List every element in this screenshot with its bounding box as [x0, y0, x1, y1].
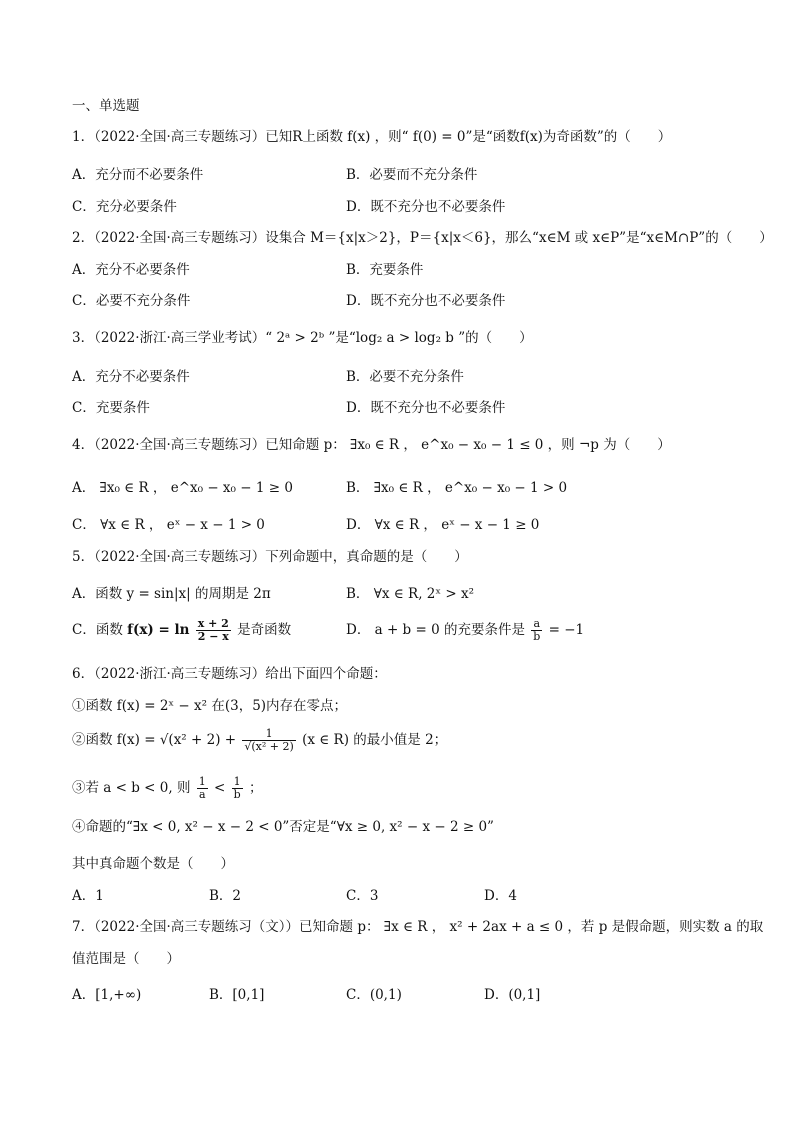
- question-7-option-b: B．[0,1]: [209, 987, 265, 1003]
- question-2-option-d: D．既不充分也不必要条件: [346, 293, 506, 309]
- fraction-denominator: b: [533, 630, 541, 643]
- statement-3-fraction-2: [232, 776, 243, 801]
- statement-1: ①函数 f(x) = 2ˣ − x² 在(3，5)内存在零点；: [72, 698, 348, 714]
- option-c-prefix: C．函数: [72, 622, 123, 638]
- statement-4: ④命题的“∃x < 0, x² − x − 2 < 0”否定是“∀x ≥ 0, x² − x − 2 ≥ 0”: [72, 819, 494, 835]
- question-2-option-c: C．必要不充分条件: [72, 293, 191, 309]
- statement-3-fraction-1: [197, 776, 208, 801]
- fraction-numerator: 1: [242, 728, 295, 741]
- statement-2-prefix: ②函数 f(x) = √(x² + 2) +: [72, 732, 237, 748]
- question-5-option-c: [72, 618, 291, 643]
- fraction-denominator: 2 − x: [197, 630, 229, 643]
- option-c-fraction: [196, 618, 231, 643]
- question-3-option-d: D．既不充分也不必要条件: [346, 400, 506, 416]
- question-6-option-a: A．1: [72, 888, 104, 904]
- question-7-option-c: C．(0,1): [346, 987, 402, 1003]
- option-d-suffix: = −1: [548, 622, 585, 638]
- question-6-option-b: B．2: [209, 888, 242, 904]
- statement-2-suffix: (x ∈ R) 的最小值是 2；: [302, 732, 448, 748]
- question-7-stem-line-1: 7．（2022·全国·高三专题练习（文））已知命题 p： ∃x ∈ R ， x² + 2ax + a ≤ 0 ，若 p 是假命题，则实数 a 的取: [72, 919, 764, 935]
- statement-2: [72, 728, 447, 753]
- less-than-sign: <: [214, 780, 226, 796]
- fraction-denominator: b: [233, 788, 241, 801]
- option-d-prefix: D． a + b = 0 的充要条件是: [346, 622, 525, 638]
- statement-3-suffix: ；: [249, 780, 263, 796]
- option-c-suffix: 是奇函数: [237, 622, 292, 638]
- question-6-option-c: C．3: [346, 888, 379, 904]
- option-c-function: f(x) = ln: [127, 622, 190, 638]
- question-3-option-a: A．充分不必要条件: [72, 369, 190, 385]
- fraction-numerator: 1: [198, 775, 206, 788]
- statement-3: [72, 776, 263, 801]
- fraction-numerator: a: [531, 618, 542, 631]
- question-1-option-b: B．必要而不充分条件: [346, 167, 478, 183]
- question-6-option-d: D．4: [484, 888, 517, 904]
- statement-2-fraction: [242, 728, 295, 753]
- question-1-option-d: D．既不充分也不必要条件: [346, 199, 506, 215]
- fraction-numerator: x + 2: [197, 617, 229, 630]
- statement-3-prefix: ③若 a < b < 0, 则: [72, 780, 191, 796]
- question-5-option-d: [346, 618, 584, 643]
- question-2-stem: 2．（2022·全国·高三专题练习）设集合 M＝{x|x＞2}，P＝{x|x＜6}，那么“x∈M 或 x∈P”是“x∈M∩P”的（ ）: [72, 230, 773, 246]
- section-heading: 一、单选题: [72, 98, 140, 114]
- question-1-option-c: C．充分必要条件: [72, 199, 177, 215]
- fraction-denominator: √(x² + 2): [244, 740, 294, 753]
- question-7-option-d: D．(0,1]: [484, 987, 541, 1003]
- question-4-stem: 4．（2022·全国·高三专题练习）已知命题 p： ∃x₀ ∈ R ， e^x₀ − x₀ − 1 ≤ 0 ，则 ¬p 为（ ）: [72, 437, 671, 453]
- fraction-denominator: a: [198, 788, 206, 801]
- question-5-option-a: A．函数 y = sin|x| 的周期是 2π: [72, 586, 271, 602]
- question-7-stem-line-2: 值范围是（ ）: [72, 951, 180, 967]
- question-5-option-b: B． ∀x ∈ R, 2ˣ > x²: [346, 586, 475, 602]
- question-1-option-a: A．充分而不必要条件: [72, 167, 204, 183]
- fraction-numerator: 1: [232, 776, 243, 789]
- question-2-option-a: A．充分不必要条件: [72, 262, 190, 278]
- question-3-stem: 3．（2022·浙江·高三学业考试）“ 2ᵃ > 2ᵇ ”是“log₂ a > log₂ b ”的（ ）: [72, 330, 533, 346]
- question-7-option-a: A．[1,+∞): [72, 987, 142, 1003]
- question-4-option-d: D． ∀x ∈ R ， eˣ − x − 1 ≥ 0: [346, 517, 540, 533]
- question-4-option-a: A． ∃x₀ ∈ R ， e^x₀ − x₀ − 1 ≥ 0: [72, 480, 293, 496]
- question-1-stem: 1．（2022·全国·高三专题练习）已知R上函数 f(x) ，则“ f(0) = 0”是“函数f(x)为奇函数”的（ ）: [72, 129, 672, 145]
- question-4-option-c: C． ∀x ∈ R ， eˣ − x − 1 > 0: [72, 517, 265, 533]
- question-5-stem: 5．（2022·全国·高三专题练习）下列命题中，真命题的是（ ）: [72, 549, 468, 565]
- question-3-option-c: C．充要条件: [72, 400, 150, 416]
- option-d-fraction: [531, 618, 542, 643]
- question-3-option-b: B．必要不充分条件: [346, 369, 464, 385]
- question-2-option-b: B．充要条件: [346, 262, 424, 278]
- question-6-stem: 6．（2022·浙江·高三专题练习）给出下面四个命题：: [72, 666, 387, 682]
- question-6-ask: 其中真命题个数是（ ）: [72, 856, 234, 872]
- question-4-option-b: B． ∃x₀ ∈ R ， e^x₀ − x₀ − 1 > 0: [346, 480, 568, 496]
